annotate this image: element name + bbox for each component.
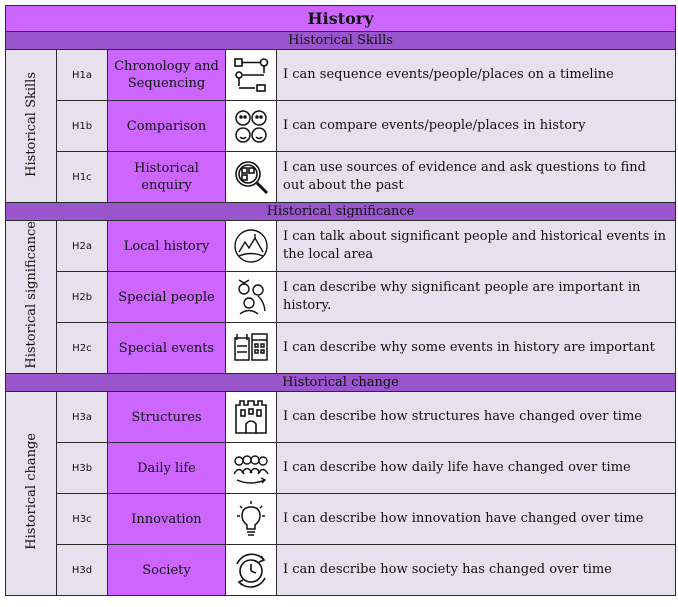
castle-icon <box>226 392 277 443</box>
skill-name: Local history <box>108 221 226 272</box>
crowd-icon <box>226 443 277 494</box>
description: I can describe how society has changed over time <box>277 545 676 596</box>
description: I can describe why some events in history are important <box>277 323 676 374</box>
skill-name: Innovation <box>108 494 226 545</box>
section-side-label: Historical significance <box>6 221 57 374</box>
section-header: Historical change <box>6 374 676 392</box>
description: I can describe why significant people are important in history. <box>277 272 676 323</box>
row-code: H3c <box>57 494 108 545</box>
people-comparison-icon <box>226 101 277 152</box>
skill-name: Structures <box>108 392 226 443</box>
section-side-label: Historical change <box>6 392 57 596</box>
special-people-icon <box>226 272 277 323</box>
clock-cycle-icon <box>226 545 277 596</box>
history-table <box>5 5 676 596</box>
description: I can sequence events/people/places on a timeline <box>277 50 676 101</box>
row-code: H2b <box>57 272 108 323</box>
row-code: H2c <box>57 323 108 374</box>
local-landscape-icon <box>226 221 277 272</box>
timeline-icon <box>226 50 277 101</box>
description: I can talk about significant people and historical events in the local area <box>277 221 676 272</box>
row-code: H3b <box>57 443 108 494</box>
description: I can describe how innovation have changed over time <box>277 494 676 545</box>
skill-name: Special events <box>108 323 226 374</box>
description: I can describe how daily life have changed over time <box>277 443 676 494</box>
skill-name: Special people <box>108 272 226 323</box>
magnifier-icon <box>226 152 277 203</box>
calendar-icon <box>226 323 277 374</box>
section-side-label: Historical Skills <box>6 50 57 203</box>
description: I can use sources of evidence and ask questions to find out about the past <box>277 152 676 203</box>
table-title: History <box>6 6 676 32</box>
section-header: Historical Skills <box>6 32 676 50</box>
row-code: H1c <box>57 152 108 203</box>
row-code: H2a <box>57 221 108 272</box>
skill-name: Comparison <box>108 101 226 152</box>
row-code: H3a <box>57 392 108 443</box>
skill-name: Society <box>108 545 226 596</box>
description: I can describe how structures have changed over time <box>277 392 676 443</box>
description: I can compare events/people/places in history <box>277 101 676 152</box>
row-code: H3d <box>57 545 108 596</box>
section-header: Historical significance <box>6 203 676 221</box>
row-code: H1a <box>57 50 108 101</box>
skill-name: Chronology and Sequencing <box>108 50 226 101</box>
lightbulb-icon <box>226 494 277 545</box>
row-code: H1b <box>57 101 108 152</box>
skill-name: Historical enquiry <box>108 152 226 203</box>
skill-name: Daily life <box>108 443 226 494</box>
